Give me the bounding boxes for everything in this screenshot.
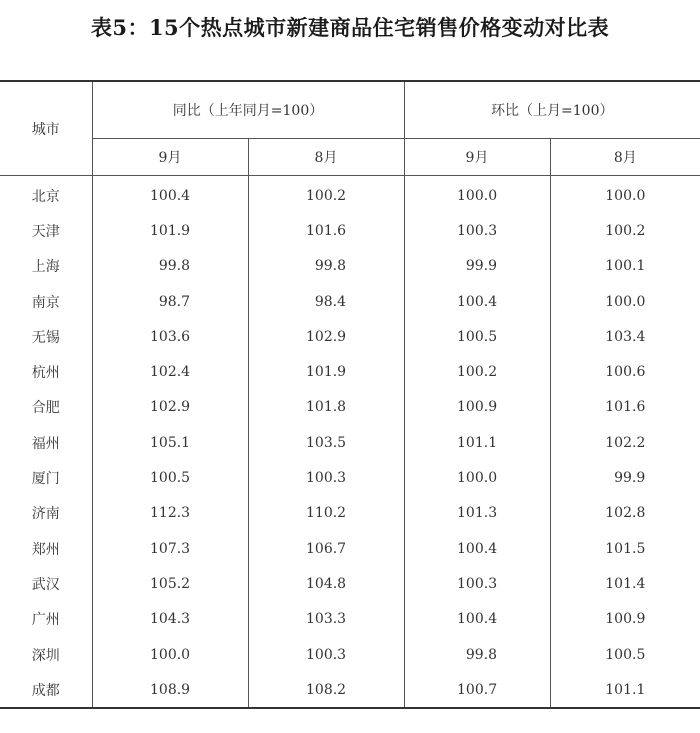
value-text: 101.3 [457, 505, 498, 522]
value-text: 99.9 [614, 470, 646, 487]
table-row [0, 284, 700, 319]
table-title: 表5：15个热点城市新建商品住宅销售价格变动对比表 [90, 15, 610, 40]
value-text: 102.9 [306, 328, 347, 345]
value-cell-mom-aug [550, 672, 700, 708]
city-cell: 武汉 [31, 576, 60, 593]
city-cell: 上海 [31, 259, 60, 276]
value-cell-mom-aug [550, 531, 700, 566]
yoy-aug-header: 8月 [248, 139, 404, 176]
value-text: 102.9 [150, 399, 191, 416]
value-cell-mom-sep [404, 672, 550, 708]
value-text: 107.3 [150, 540, 191, 557]
value-cell-mom-aug [550, 637, 700, 672]
value-text: 98.4 [314, 293, 346, 310]
value-text: 100.0 [457, 187, 498, 204]
value-text: 102.8 [605, 505, 646, 522]
value-text: 100.2 [306, 187, 347, 204]
value-text: 103.6 [150, 328, 191, 345]
table-row [0, 602, 700, 637]
value-cell-mom-sep [404, 425, 550, 460]
table-row [0, 637, 700, 672]
value-cell-yoy-sep [92, 354, 248, 389]
value-text: 103.3 [306, 611, 347, 628]
value-cell-mom-aug [550, 176, 700, 214]
city-cell: 福州 [31, 435, 60, 452]
value-text: 102.2 [605, 434, 646, 451]
mom-sep-header: 9月 [404, 139, 550, 176]
value-text: 108.9 [150, 681, 191, 698]
city-cell: 成都 [31, 682, 60, 699]
value-text: 100.4 [457, 611, 498, 628]
value-text: 101.1 [457, 434, 498, 451]
value-cell-mom-aug [550, 354, 700, 389]
value-text: 104.3 [150, 611, 191, 628]
value-cell-mom-aug [550, 213, 700, 248]
value-text: 108.2 [306, 681, 347, 698]
table-row [0, 319, 700, 354]
value-cell-mom-aug [550, 425, 700, 460]
city-cell: 深圳 [31, 647, 60, 664]
value-text: 112.3 [150, 505, 191, 522]
value-text: 103.5 [306, 434, 347, 451]
value-cell-yoy-aug [248, 354, 404, 389]
value-cell-mom-sep [404, 637, 550, 672]
value-text: 101.9 [306, 364, 347, 381]
value-text: 100.1 [605, 258, 646, 275]
value-text: 100.0 [605, 293, 646, 310]
mom-aug-header: 8月 [550, 139, 700, 176]
value-text: 104.8 [306, 575, 347, 592]
table-row [0, 213, 700, 248]
value-text: 100.0 [605, 187, 646, 204]
value-text: 100.4 [150, 187, 191, 204]
value-text: 110.2 [306, 505, 347, 522]
value-text: 100.9 [605, 611, 646, 628]
value-cell-yoy-sep [92, 319, 248, 354]
value-cell-mom-sep [404, 390, 550, 425]
yoy-group-header: 同比（上年同月=100） [92, 81, 404, 139]
value-cell-mom-sep [404, 531, 550, 566]
city-cell: 杭州 [31, 365, 60, 382]
value-cell-yoy-sep [92, 672, 248, 708]
city-column-header: 城市 [0, 81, 92, 176]
mom-group-header: 环比（上月=100） [404, 81, 700, 139]
table-body [0, 176, 700, 709]
value-text: 100.3 [306, 646, 347, 663]
value-text: 105.1 [150, 434, 191, 451]
value-cell-mom-aug [550, 319, 700, 354]
value-text: 100.3 [457, 222, 498, 239]
value-cell-mom-sep [404, 176, 550, 214]
value-text: 101.8 [306, 399, 347, 416]
value-cell-yoy-sep [92, 460, 248, 495]
value-cell-yoy-aug [248, 672, 404, 708]
value-text: 105.2 [150, 575, 191, 592]
value-cell-yoy-aug [248, 284, 404, 319]
value-text: 100.5 [605, 646, 646, 663]
value-cell-mom-aug [550, 390, 700, 425]
value-text: 101.6 [605, 399, 646, 416]
table-row [0, 354, 700, 389]
value-cell-yoy-aug [248, 176, 404, 214]
table-row [0, 566, 700, 601]
table-row [0, 425, 700, 460]
city-cell: 济南 [31, 506, 60, 523]
value-cell-yoy-sep [92, 637, 248, 672]
value-cell-mom-sep [404, 602, 550, 637]
value-cell-yoy-aug [248, 566, 404, 601]
value-text: 100.9 [457, 399, 498, 416]
city-cell: 南京 [31, 294, 60, 311]
value-text: 100.2 [457, 364, 498, 381]
value-cell-yoy-sep [92, 602, 248, 637]
value-text: 100.3 [457, 575, 498, 592]
value-cell-mom-aug [550, 460, 700, 495]
value-text: 98.7 [158, 293, 190, 310]
city-cell: 广州 [31, 612, 60, 629]
value-text: 100.5 [457, 328, 498, 345]
value-cell-mom-aug [550, 602, 700, 637]
value-cell-yoy-sep [92, 390, 248, 425]
city-cell: 郑州 [31, 541, 60, 558]
value-cell-yoy-aug [248, 460, 404, 495]
value-cell-mom-sep [404, 566, 550, 601]
value-text: 101.9 [150, 222, 191, 239]
value-text: 100.4 [457, 293, 498, 310]
table-row [0, 176, 700, 214]
value-cell-yoy-aug [248, 213, 404, 248]
table-row [0, 496, 700, 531]
value-cell-mom-sep [404, 249, 550, 284]
value-cell-mom-aug [550, 496, 700, 531]
value-cell-mom-sep [404, 284, 550, 319]
value-cell-yoy-sep [92, 176, 248, 214]
value-cell-mom-sep [404, 496, 550, 531]
value-text: 100.2 [605, 222, 646, 239]
value-text: 100.0 [457, 470, 498, 487]
value-cell-yoy-aug [248, 249, 404, 284]
value-text: 101.4 [605, 575, 646, 592]
value-cell-yoy-sep [92, 566, 248, 601]
value-cell-yoy-sep [92, 496, 248, 531]
value-cell-yoy-aug [248, 496, 404, 531]
value-text: 99.8 [314, 258, 346, 275]
value-text: 100.5 [150, 470, 191, 487]
value-cell-mom-aug [550, 566, 700, 601]
value-text: 101.1 [605, 681, 646, 698]
city-cell: 无锡 [31, 329, 60, 346]
table-row [0, 249, 700, 284]
value-text: 103.4 [605, 328, 646, 345]
value-cell-yoy-sep [92, 425, 248, 460]
value-text: 99.8 [465, 646, 498, 663]
city-cell: 天津 [31, 223, 60, 240]
value-cell-mom-sep [404, 213, 550, 248]
value-text: 99.9 [465, 258, 498, 275]
city-cell: 北京 [31, 188, 60, 205]
value-text: 100.7 [457, 681, 498, 698]
city-cell: 厦门 [31, 471, 60, 488]
table-row [0, 531, 700, 566]
value-cell-mom-sep [404, 319, 550, 354]
value-text: 100.0 [150, 646, 191, 663]
value-cell-yoy-aug [248, 425, 404, 460]
value-text: 102.4 [150, 364, 191, 381]
value-text: 106.7 [306, 540, 347, 557]
price-comparison-table [0, 80, 700, 709]
value-text: 99.8 [158, 258, 190, 275]
value-cell-yoy-aug [248, 602, 404, 637]
value-cell-mom-aug [550, 249, 700, 284]
table-row [0, 460, 700, 495]
value-cell-mom-sep [404, 460, 550, 495]
value-text: 100.4 [457, 540, 498, 557]
table-row [0, 390, 700, 425]
value-cell-yoy-sep [92, 249, 248, 284]
value-cell-mom-aug [550, 284, 700, 319]
value-cell-yoy-aug [248, 531, 404, 566]
value-text: 101.5 [605, 540, 646, 557]
value-cell-yoy-aug [248, 390, 404, 425]
table-row [0, 672, 700, 708]
value-text: 101.6 [306, 222, 347, 239]
city-cell: 合肥 [31, 400, 60, 417]
value-cell-yoy-sep [92, 213, 248, 248]
value-cell-yoy-sep [92, 284, 248, 319]
yoy-sep-header: 9月 [92, 139, 248, 176]
value-cell-yoy-aug [248, 319, 404, 354]
value-cell-mom-sep [404, 354, 550, 389]
value-cell-yoy-aug [248, 637, 404, 672]
value-text: 100.3 [306, 470, 347, 487]
value-cell-yoy-sep [92, 531, 248, 566]
value-text: 100.6 [605, 364, 646, 381]
